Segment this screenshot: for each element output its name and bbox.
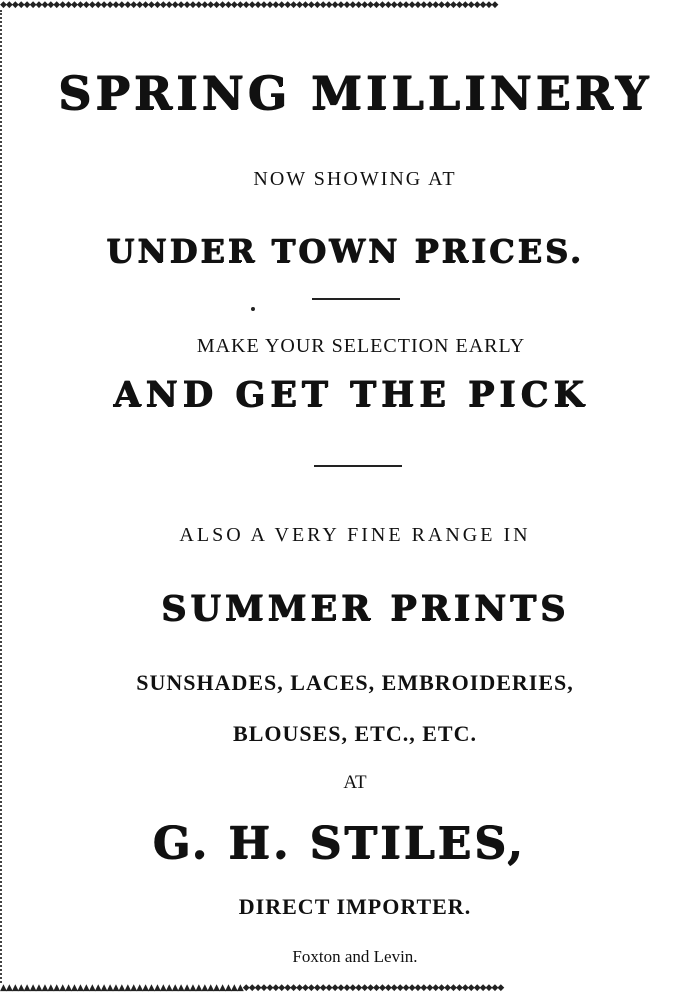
- advertisement: [10, 10, 700, 983]
- make-selection-line: MAKE YOUR SELECTION EARLY: [196, 335, 526, 357]
- goods-line: SUNSHADES, LACES, EMBROIDERIES,: [136, 670, 574, 695]
- divider-rule: [314, 465, 402, 467]
- also-range-line: ALSO A VERY FINE RANGE IN: [179, 524, 531, 546]
- at-line: AT: [343, 772, 367, 793]
- divider-rule: [312, 298, 400, 300]
- decorative-dot: [251, 307, 255, 311]
- blouses-line: BLOUSES, ETC., ETC.: [233, 721, 477, 746]
- headline: SPRING MILLINERY: [57, 66, 653, 120]
- summer-prints-line: SUMMER PRINTS: [160, 588, 570, 629]
- merchant-name: G. H. STILES,: [152, 818, 526, 869]
- top-ornamental-border: ◆◆◆◆◆◆◆◆◆◆◆◆◆◆◆◆◆◆◆◆◆◆◆◆◆◆◆◆◆◆◆◆◆◆◆◆◆◆◆◆◆◆◆◆◆◆◆◆◆◆◆◆◆◆◆◆◆◆◆◆◆◆◆◆◆◆◆◆◆◆◆◆◆◆◆◆◆◆◆◆◆◆◆◆: [0, 0, 498, 10]
- merchant-role: DIRECT IMPORTER.: [238, 894, 472, 919]
- get-the-pick-line: AND GET THE PICK: [113, 374, 589, 415]
- bottom-ornamental-border: ▲▲▲▲▲▲▲▲▲▲▲▲▲▲▲▲▲▲▲▲▲▲▲▲▲▲▲▲▲▲▲▲▲▲▲▲▲▲▲▲▲◆◆◆◆◆◆◆◆◆◆◆◆◆◆◆◆◆◆◆◆◆◆◆◆◆◆◆◆◆◆◆◆◆◆◆◆◆◆◆◆◆◆◆◆: [0, 983, 504, 993]
- under-town-prices-line: UNDER TOWN PRICES.: [106, 232, 584, 270]
- now-showing-line: NOW SHOWING AT: [253, 168, 457, 190]
- locations-line: Foxton and Levin.: [292, 947, 418, 966]
